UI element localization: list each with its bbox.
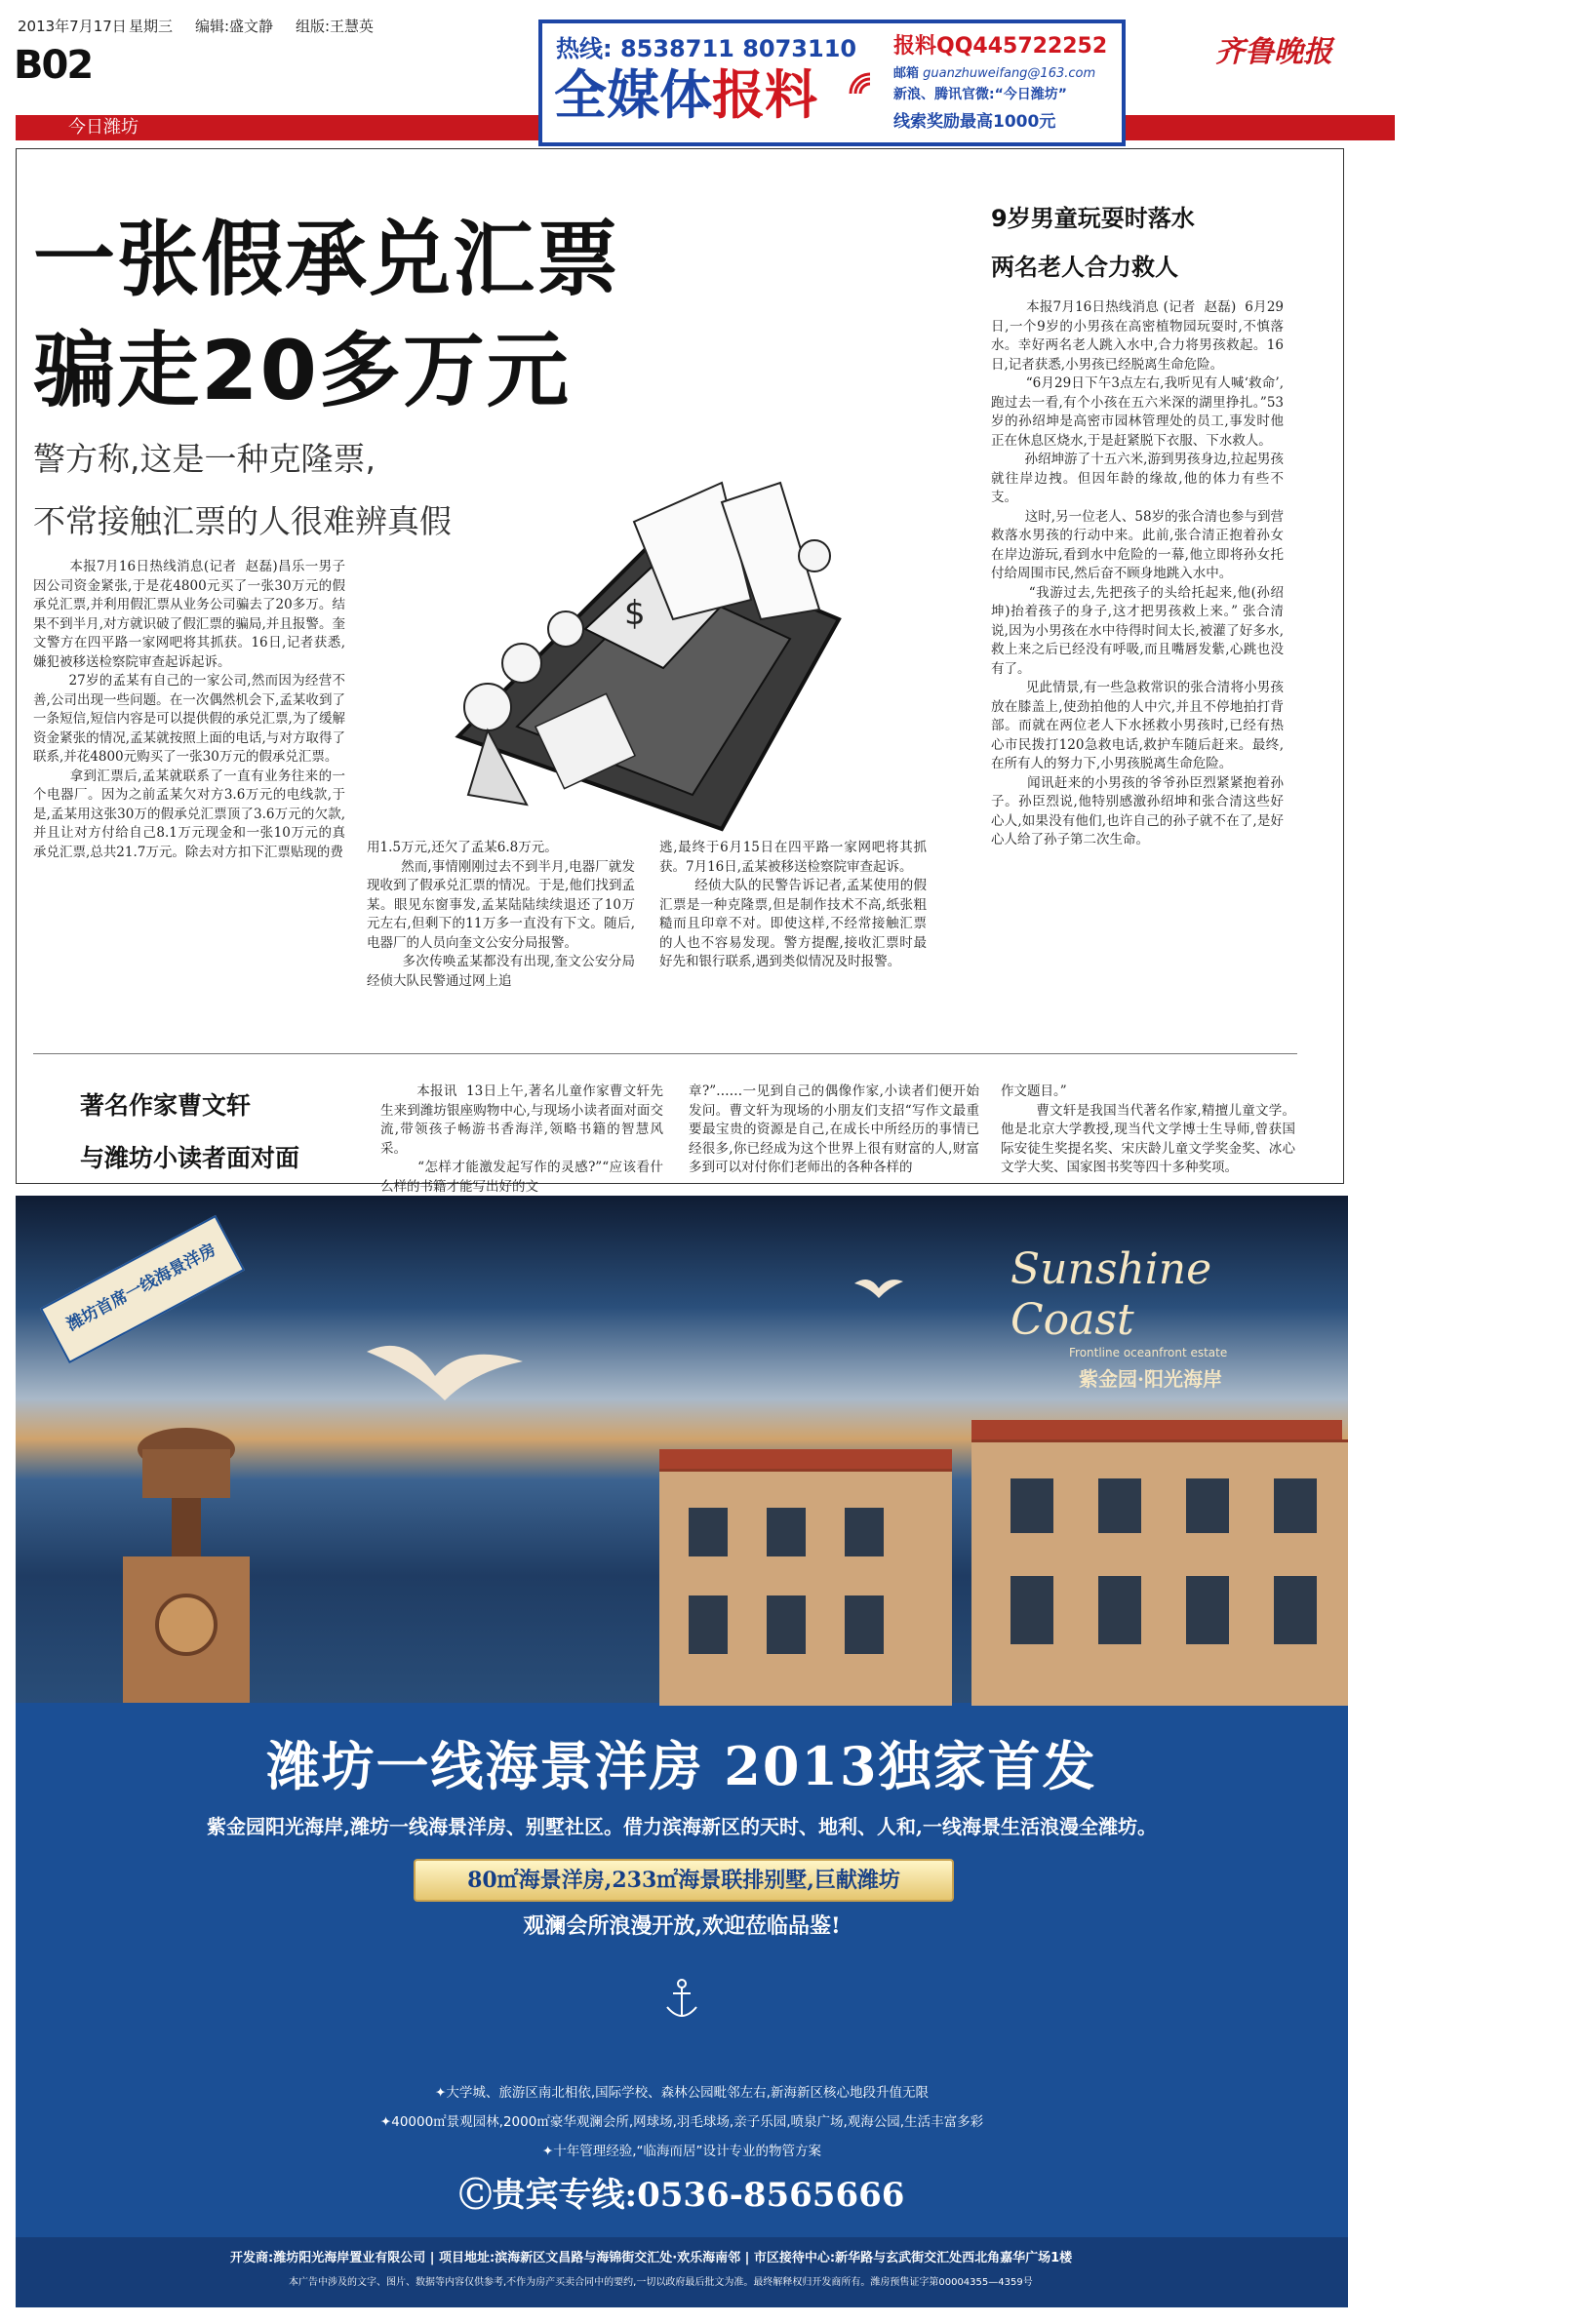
hotline-mail-row [893, 62, 1095, 81]
section-divider [33, 1053, 1297, 1054]
anchor-icon [657, 1976, 706, 2025]
bottom-article-title2: 与潍坊小读者面对面 [80, 1144, 300, 1172]
ad-pill: 80㎡海景洋房,233㎡海景联排别墅,巨献潍坊 [414, 1859, 954, 1902]
ad-footer-line1: 开发商:潍坊阳光海岸置业有限公司 | 项目地址:滨海新区文昌路与海锦街交汇处·欢乐海南邻 | 市区接待中心:新华路与玄武街交汇处西北角嘉华广场1楼 [230, 2251, 1073, 2265]
ad-footer [16, 2237, 1348, 2307]
main-headline-line2: 骗走20多万元 [33, 323, 571, 418]
section-title: 今日潍坊 [68, 117, 139, 138]
issue-date: 2013年7月17日 [18, 18, 127, 35]
bottom-article-col2: 章?”……一见到自己的偶像作家,小读者们便开始发问。曹文轩为现场的小朋友们支招“写作文最重要最宝贵的资源是自己,在成长中所经历的事情已经很多,你已经成为这个世界上很有财富的人,财富多到可以对付你们老师出的各种各样的 [689, 1083, 979, 1175]
page-code: B02 [14, 43, 93, 88]
bottom-article-col1: 本报讯 13日上午,著名儿童作家曹文轩先生来到潍坊银座购物中心,与现场小读者面对面交流,带领孩子畅游书香海洋,领略书籍的智慧风采。 “怎样才能激发起写作的灵感?”“应该看什么样的书籍才能写出好的文 [380, 1083, 663, 1195]
ad-invite: 观澜会所浪漫开放,欢迎莅临品鉴! [523, 1913, 841, 1939]
main-subhead-line2: 不常接触汇票的人很难辨真假 [33, 502, 452, 540]
side-article-title2: 两名老人合力救人 [991, 254, 1178, 281]
hotline-title [554, 64, 817, 127]
ad-main-title: 潍坊一线海景洋房 2013独家首发 [266, 1735, 1097, 1797]
ad-brand-logo [1010, 1244, 1303, 1391]
main-article-col3: 逃,最终于6月15日在四平路一家网吧将其抓获。7月16日,孟某被移送检察院审查起诉。 经侦大队的民警告诉记者,孟某使用的假汇票是一种克隆票,但是制作技术不高,纸张粗糙而且印章不对。即使这样,不经常接触汇票的人也不容易发现。警方提醒,接收汇票时最好先和银行联系,遇到类似情况及时报警。 [659, 840, 927, 969]
hotline-mail-label: 邮箱 [893, 66, 920, 81]
layout-credit: 组版:王慧英 [296, 18, 375, 35]
bottom-article-title1: 著名作家曹文轩 [80, 1091, 252, 1120]
main-article-col1: 本报7月16日热线消息(记者 赵磊)昌乐一男子因公司资金紧张,于是花4800元买了一张30万元的假承兑汇票,并利用假汇票从业务公司骗去了20多万。结果不到半月,对方就识破了假汇票的骗局,并且报警。奎文警方在四平路一家网吧将其抓获。16日,记者获悉,嫌犯被移送检察院审查起诉起诉。 27岁的孟某有自己的一家公司,然而因为经营不善,公司出现一些问题。在一次偶然机会下,孟某收到了一条短信,短信内容是可以提供假的承兑汇票,为了缓解资金紧张的情况,孟某就按照上面的电话,与对方取得了联系,并花4800元购买了一张30万元的假承兑汇票。 拿到汇票后,孟某就联系了一直有业务往来的一个电器厂。因为之前孟某欠对方3.6万元的电线款,于是,孟某用这张30万的假承兑汇票顶了3.6万元的欠款,并且让对方付给自己8.1万元现金和一张10万元的真承兑汇票,总共21.7万元。除去对方扣下汇票贴现的费 [33, 559, 345, 860]
hotline-mail: guanzhuweifang@163.com [923, 66, 1096, 81]
side-article-title1: 9岁男童玩耍时落水 [991, 205, 1195, 232]
hotline-numbers: 热线: 8538711 8073110 [556, 35, 857, 62]
issue-weekday: 星期三 [129, 18, 174, 35]
ad-feature-3: ✦十年管理经验,“临海而居”设计专业的物管方案 [541, 2144, 822, 2159]
side-article-body: 本报7月16日热线消息 (记者 赵磊) 6月29日,一个9岁的小男孩在高密植物园玩耍时,不慎落水。幸好两名老人跳入水中,合力将男孩救起。16日,记者获悉,小男孩已经脱离生命危险。 “6月29日下午3点左右,我听见有人喊‘救命’,跑过去一看,有个小孩在五六米深的湖里挣扎。”53岁的孙绍坤是高密市园林管理处的员工,事发时他正在休息区烧水,于是赶紧脱下衣服、下水救人。 孙绍坤游了十五六米,游到男孩身边,拉起男孩就往岸边拽。但因年龄的缘故,他的体力有些不支。 这时,另一位老人、58岁的张合清也参与到营救落水男孩的行动中来。此前,张合清正抱着孙女在岸边游玩,看到水中危险的一幕,他立即将孙女托付给周围市民,然后奋不顾身地跳入水中。 “我游过去,先把孩子的头给托起来,他(孙绍坤)抬着孩子的身子,这才把男孩救上来。” 张合清说,因为小男孩在水中待得时间太长,被灌了好多水,救上来之后已经没有呼吸,而且嘴唇发紫,心跳也没有了。 见此情景,有一些急救常识的张合清将小男孩放在膝盖上,使劲拍他的人中穴,并且不停地拍打背部。而就在两位老人下水拯救小男孩时,已经有热心市民拨打120急救电话,救护车随后赶来。最终,在所有人的努力下,小男孩脱离生命危险。 闻讯赶来的小男孩的爷爷孙臣烈紧紧抱着孙子。孙臣烈说,他特别感激孙绍坤和张合清这些好心人,如果没有他们,也许自己的孙子就不在了,是好心人给了孙子第二次生命。 [991, 299, 1284, 847]
hotline-title-a: 全媒体 [554, 64, 712, 126]
ad-brand-cn: 紫金园·阳光海岸 [1079, 1367, 1222, 1391]
newspaper-brand: 齐鲁晚报 [1215, 35, 1332, 69]
ad-brand-script: Sunshine Coast [1010, 1244, 1212, 1345]
main-subhead-line1: 警方称,这是一种克隆票, [33, 440, 376, 478]
ad-feature-1: ✦大学城、旅游区南北相依,国际学校、森林公园毗邻左右,新海新区核心地段升值无限 [435, 2085, 929, 2101]
editor-credit: 编辑:盛文静 [195, 18, 274, 35]
seagull-small-icon [854, 1274, 903, 1303]
svg-text:$: $ [624, 594, 646, 633]
ad-sub-title: 紫金园阳光海岸,潍坊一线海景洋房、别墅社区。借力滨海新区的天时、地利、人和,一线海景生活浪漫全潍坊。 [207, 1815, 1157, 1838]
hotline-ad [538, 20, 1126, 146]
ad-photo [16, 1196, 1348, 1703]
cartoon-illustration [429, 483, 936, 844]
hotline-title-b: 报料 [712, 64, 817, 126]
urn-pedestal [103, 1410, 269, 1703]
main-headline-line1: 一张假承兑汇票 [33, 212, 621, 307]
hotline-reward: 线索奖励最高1000元 [893, 112, 1056, 132]
hotline-qq: 报料QQ445722252 [893, 34, 1108, 59]
main-article-col2: 用1.5万元,还欠了孟某6.8万元。 然而,事情刚刚过去不到半月,电器厂就发现收到了假承兑汇票的情况。于是,他们找到孟某。眼见东窗事发,孟某陆陆续续退还了10万元左右,但剩下的11万多一直没有下文。随后,电器厂的人员向奎文公安分局报警。 多次传唤孟某都没有出现,奎文公安分局经侦大队民警通过网上追 [367, 840, 635, 989]
ad-brand-tag: Frontline oceanfront estate [1069, 1346, 1228, 1359]
ad-footer-line2: 本广告中涉及的文字、图片、数据等内容仅供参考,不作为房产买卖合同中的要约,一切以政府最后批文为准。最终解释权归开发商所有。潍房预售证字第00004355—4359号 [289, 2277, 1033, 2288]
hotline-weibo: 新浪、腾讯官微:“今日潍坊” [893, 87, 1068, 102]
ad-feature-2: ✦40000㎡景观园林,2000㎡豪华观澜会所,网球场,羽毛球场,亲子乐园,喷泉广场,观海公园,生活丰富多彩 [379, 2114, 984, 2130]
real-estate-ad [16, 1196, 1348, 2307]
signal-icon [847, 70, 874, 98]
villa-buildings [620, 1420, 1348, 1703]
seagull-icon [367, 1332, 523, 1420]
ad-badge: 潍坊首席一线海景洋房 [40, 1215, 245, 1363]
ad-hotline: Ⓒ贵宾专线:0536-8565666 [458, 2176, 905, 2215]
bottom-article-col3: 作文题目。” 曹文轩是我国当代著名作家,精擅儿童文学。他是北京大学教授,现当代文学博士生导师,曾获国际安徒生奖提名奖、宋庆龄儿童文学奖金奖、冰心文学大奖、国家图书奖等四十多种奖项。 [1001, 1083, 1295, 1175]
